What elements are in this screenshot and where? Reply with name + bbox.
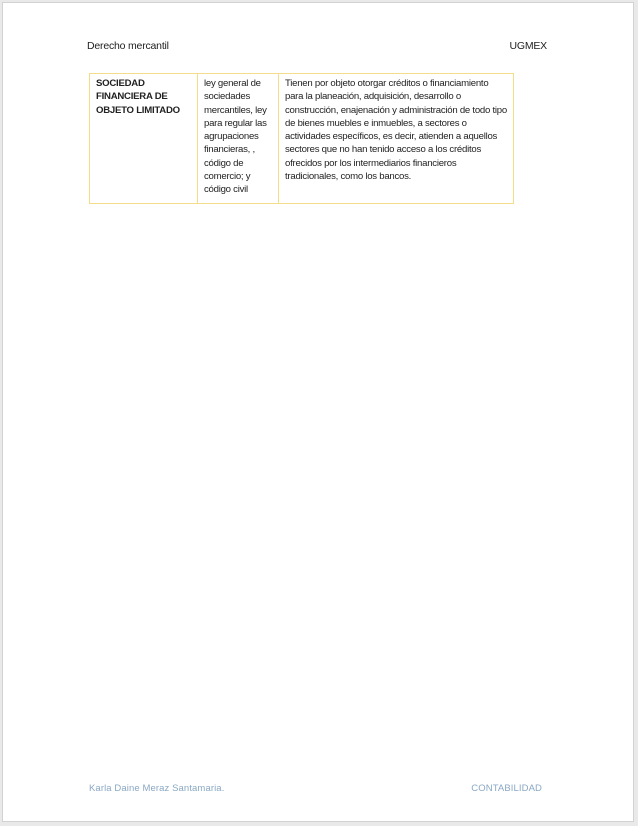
table-row	[90, 74, 514, 204]
entity-type-cell: SOCIEDAD FINANCIERA DE OBJETO LIMITADO	[90, 74, 198, 204]
footer-course: CONTABILIDAD	[471, 783, 542, 794]
header-institution: UGMEX	[509, 40, 547, 52]
document-page	[2, 2, 634, 822]
header-subject: Derecho mercantil	[87, 40, 169, 52]
description-cell: Tienen por objeto otorgar créditos o financiamiento para la planeación, adquisición, desarrollo o construcción, enajenación y administración de todo tipo de bienes muebles e inmuebles, a sectores o actividades específicos, es decir, atienden a aquellos sectores que no han tenido acceso a los créditos ofrecidos por los intermediarios financieros tradicionales, como los bancos.	[279, 74, 514, 204]
legal-framework-cell: ley general de sociedades mercantiles, ley para regular las agrupaciones financieras, , código de comercio; y código civil	[198, 74, 279, 204]
content-table	[89, 73, 514, 204]
footer-author: Karla Daine Meraz Santamaria.	[89, 783, 225, 794]
